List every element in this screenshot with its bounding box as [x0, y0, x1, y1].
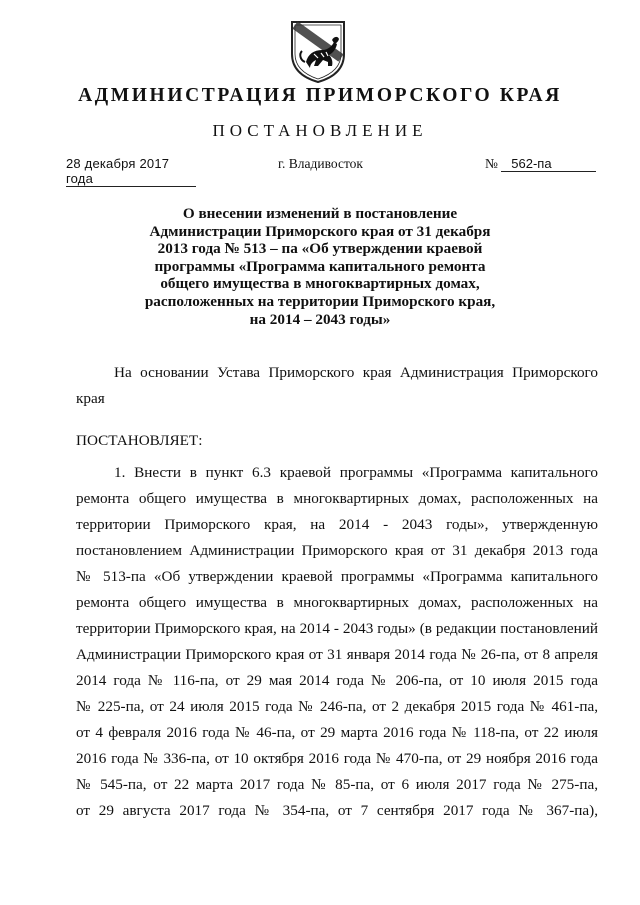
paragraph-line: территории Приморского края, на 2014 - 2043 годы», утвержденную — [76, 516, 598, 533]
organization-title: АДМИНИСТРАЦИЯ ПРИМОРСКОГО КРАЯ — [78, 85, 562, 106]
document-type: ПОСТАНОВЛЕНИЕ — [212, 121, 428, 140]
subject-line: 2013 года № 513 – па «Об утверждении краевой — [157, 240, 483, 258]
paragraph-line: Администрации Приморского края от 31 января 2014 года № 26-па, от 8 апреля — [76, 646, 598, 663]
subject-line: общего имущества в многоквартирных домах, — [160, 275, 480, 293]
paragraph-line: постановлением Администрации Приморского края от 31 декабря 2013 года — [76, 542, 598, 559]
subject-line: О внесении изменений в постановление — [182, 205, 458, 222]
subject-line: программы «Программа капитального ремонта — [154, 257, 486, 275]
primorye-coat-of-arms-icon — [288, 18, 348, 84]
paragraph-line: 1. Внести в пункт 6.3 краевой программы «Программа капитального — [114, 464, 598, 481]
item-1-paragraph — [76, 460, 598, 824]
paragraph-line: от 29 августа 2017 года № 354-па, от 7 сентября 2017 года № 367-па), — [76, 802, 598, 819]
paragraph-line: № 545-па, от 22 марта 2017 года № 85-па, от 6 июля 2017 года № 275-па, — [76, 776, 598, 793]
paragraph-line: 2016 года № 336-па, от 10 октября 2016 года № 470-па, от 29 ноября 2016 года — [76, 750, 598, 767]
subject-line: расположенных на территории Приморского края, — [144, 292, 496, 310]
document-subject — [110, 205, 530, 328]
paragraph-line: 2014 года № 116-па, от 29 мая 2014 года № 206-па, от 10 июля 2015 года — [76, 672, 598, 689]
decree-word-text: ПОСТАНОВЛЯЕТ: — [76, 432, 203, 449]
paragraph-line: № 513-па «Об утверждении краевой программы «Программа капитального — [76, 568, 598, 585]
decree-word — [76, 428, 598, 454]
subject-line: на 2014 – 2043 годы» — [249, 310, 391, 328]
document-city: г. Владивосток — [278, 156, 363, 171]
paragraph-line: края — [76, 390, 105, 407]
paragraph-line: от 4 февраля 2016 года № 46-па, от 29 марта 2016 года № 118-па, от 22 июля — [76, 724, 598, 741]
paragraph-line: территории Приморского края, на 2014 - 2043 годы» (в редакции постановлений — [76, 620, 598, 637]
document-date-value: 28 декабря 2017 года — [66, 156, 196, 187]
subject-line: Администрации Приморского края от 31 декабря — [149, 222, 491, 240]
paragraph-line: ремонта общего имущества в многоквартирных домах, расположенных на — [76, 594, 598, 611]
paragraph-line: На основании Устава Приморского края Администрация Приморского — [114, 364, 598, 381]
number-value: 562-па — [501, 156, 596, 172]
document-number — [485, 156, 596, 172]
number-label: № — [485, 156, 498, 171]
paragraph-line: № 225-па, от 24 июля 2015 года № 246-па, от 2 декабря 2015 года № 461-па, — [76, 698, 598, 715]
document-date — [66, 156, 196, 187]
basis-paragraph — [76, 360, 598, 412]
paragraph-line: ремонта общего имущества в многоквартирных домах, расположенных на — [76, 490, 598, 507]
